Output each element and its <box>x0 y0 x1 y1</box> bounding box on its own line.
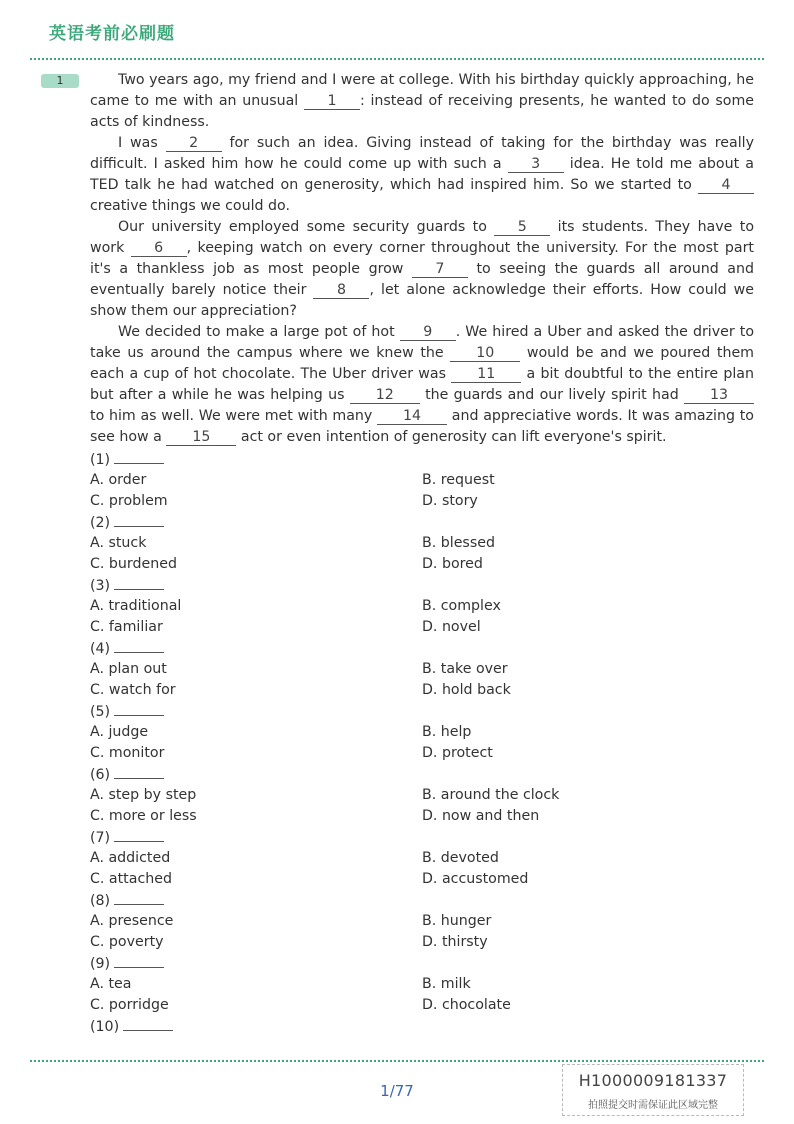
option-c: C. monitor <box>90 745 165 761</box>
question-label: (7) <box>90 830 111 846</box>
option-d: D. bored <box>422 556 483 572</box>
blank-8: 8 <box>313 282 369 299</box>
blank-3: 3 <box>508 156 564 173</box>
option-c: C. poverty <box>90 934 164 950</box>
answer-blank <box>114 953 164 968</box>
option-d: D. novel <box>422 619 481 635</box>
answer-blank <box>114 764 164 779</box>
blank-5: 5 <box>494 219 550 236</box>
question-list <box>90 449 754 1037</box>
passage-text: its students. They have to work <box>90 219 754 256</box>
passage-text: act or even intention of generosity can lift everyone's spirit. <box>236 429 667 445</box>
option-d: D. story <box>422 493 478 509</box>
option-d: D. protect <box>422 745 493 761</box>
passage-text: the guards and our lively spirit had <box>419 387 684 403</box>
submission-note: 拍照提交时需保证此区域完整 <box>588 1100 718 1111</box>
option-a: A. stuck <box>90 535 147 551</box>
question-item-label <box>90 512 754 533</box>
passage-text: idea. He told me about a TED talk he had watched on generosity, which had inspired him. So we started to <box>90 156 754 193</box>
submission-code: H1000009181337 <box>578 1071 728 1090</box>
option-c: C. burdened <box>90 556 177 572</box>
option-d: D. thirsty <box>422 934 488 950</box>
question-label: (1) <box>90 452 111 468</box>
answer-blank <box>114 575 164 590</box>
passage-paragraph-4 <box>90 322 754 448</box>
passage-text: We decided to make a large pot of hot <box>118 324 400 340</box>
option-d: D. chocolate <box>422 997 511 1013</box>
passage-paragraph-1 <box>90 70 754 133</box>
passage <box>90 70 754 448</box>
submission-code-box <box>562 1064 744 1116</box>
answer-blank <box>114 449 164 464</box>
question-item-label <box>90 1016 754 1037</box>
passage-paragraph-3 <box>90 217 754 322</box>
question-item-label <box>90 953 754 974</box>
passage-text: Two years ago, my friend and I were at college. With his birthday quickly approaching, he came to me with an unusual <box>90 72 754 109</box>
passage-paragraph-2 <box>90 133 754 217</box>
question-item-label <box>90 701 754 722</box>
option-b: B. complex <box>422 598 501 614</box>
bottom-divider <box>30 1060 764 1062</box>
option-b: B. help <box>422 724 472 740</box>
question-label: (3) <box>90 578 111 594</box>
option-d: D. accustomed <box>422 871 529 887</box>
option-c: C. watch for <box>90 682 176 698</box>
option-c: C. more or less <box>90 808 197 824</box>
option-a: A. presence <box>90 913 174 929</box>
option-b: B. blessed <box>422 535 495 551</box>
option-a: A. addicted <box>90 850 171 866</box>
option-a: A. order <box>90 472 147 488</box>
blank-12: 12 <box>350 387 420 404</box>
option-b: B. around the clock <box>422 787 560 803</box>
blank-6: 6 <box>131 240 187 257</box>
option-a: A. judge <box>90 724 149 740</box>
option-b: B. devoted <box>422 850 499 866</box>
blank-2: 2 <box>166 135 222 152</box>
option-a: A. traditional <box>90 598 182 614</box>
question-label: (6) <box>90 767 111 783</box>
blank-14: 14 <box>377 408 447 425</box>
question-item-label <box>90 449 754 470</box>
blank-4: 4 <box>698 177 754 194</box>
answer-blank <box>114 512 164 527</box>
blank-15: 15 <box>166 429 236 446</box>
answer-blank <box>123 1016 173 1031</box>
option-d: D. hold back <box>422 682 511 698</box>
question-label: (9) <box>90 956 111 972</box>
answer-blank <box>114 890 164 905</box>
passage-text: creative things we could do. <box>90 198 290 214</box>
passage-text: for such an idea. Giving instead of taking for the birthday was really difficult. I asked him how he could come up with such a <box>90 135 754 172</box>
question-item-label <box>90 638 754 659</box>
passage-text: , keeping watch on every corner throughout the university. For the most part it's a thankless job as most people grow <box>90 240 754 277</box>
option-c: C. problem <box>90 493 168 509</box>
passage-text: : instead of receiving presents, he wanted to do some acts of kindness. <box>90 93 754 130</box>
answer-blank <box>114 638 164 653</box>
passage-text: to seeing the guards all around and eventually barely notice their <box>90 261 754 298</box>
blank-1: 1 <box>304 93 360 110</box>
question-item-label <box>90 827 754 848</box>
header-title: 英语考前必刷题 <box>49 24 175 44</box>
question-label: (8) <box>90 893 111 909</box>
question-label: (2) <box>90 515 111 531</box>
question-label: (10) <box>90 1019 120 1035</box>
passage-text: to him as well. We were met with many <box>90 408 378 424</box>
option-b: B. take over <box>422 661 508 677</box>
option-c: C. porridge <box>90 997 169 1013</box>
option-a: A. plan out <box>90 661 167 677</box>
option-c: C. attached <box>90 871 172 887</box>
option-c: C. familiar <box>90 619 163 635</box>
question-item-label <box>90 764 754 785</box>
passage-text: , let alone acknowledge their efforts. How could we show them our appreciation? <box>90 282 755 319</box>
passage-text: I was <box>118 135 166 151</box>
blank-11: 11 <box>451 366 521 383</box>
question-label: (4) <box>90 641 111 657</box>
answer-blank <box>114 827 164 842</box>
passage-text: a bit doubtful to the entire plan but after a while he was helping us <box>90 366 754 403</box>
question-item-label <box>90 890 754 911</box>
passage-text: and appreciative words. It was amazing to see how a <box>90 408 754 445</box>
blank-10: 10 <box>450 345 520 362</box>
page-number: 1/77 <box>380 1082 414 1100</box>
blank-7: 7 <box>412 261 468 278</box>
blank-9: 9 <box>400 324 456 341</box>
question-label: (5) <box>90 704 111 720</box>
option-d: D. now and then <box>422 808 540 824</box>
question-item-label <box>90 575 754 596</box>
passage-text: Our university employed some security guards to <box>118 219 495 235</box>
passage-text: would be and we poured them each a cup of hot chocolate. The Uber driver was <box>90 345 754 382</box>
passage-text: . We hired a Uber and asked the driver to take us around the campus where we knew the <box>90 324 755 361</box>
option-b: B. request <box>422 472 495 488</box>
option-b: B. hunger <box>422 913 492 929</box>
answer-blank <box>114 701 164 716</box>
question-number-badge: 1 <box>41 74 79 88</box>
option-a: A. step by step <box>90 787 197 803</box>
top-divider <box>30 58 764 60</box>
blank-13: 13 <box>684 387 754 404</box>
option-b: B. milk <box>422 976 471 992</box>
option-a: A. tea <box>90 976 132 992</box>
